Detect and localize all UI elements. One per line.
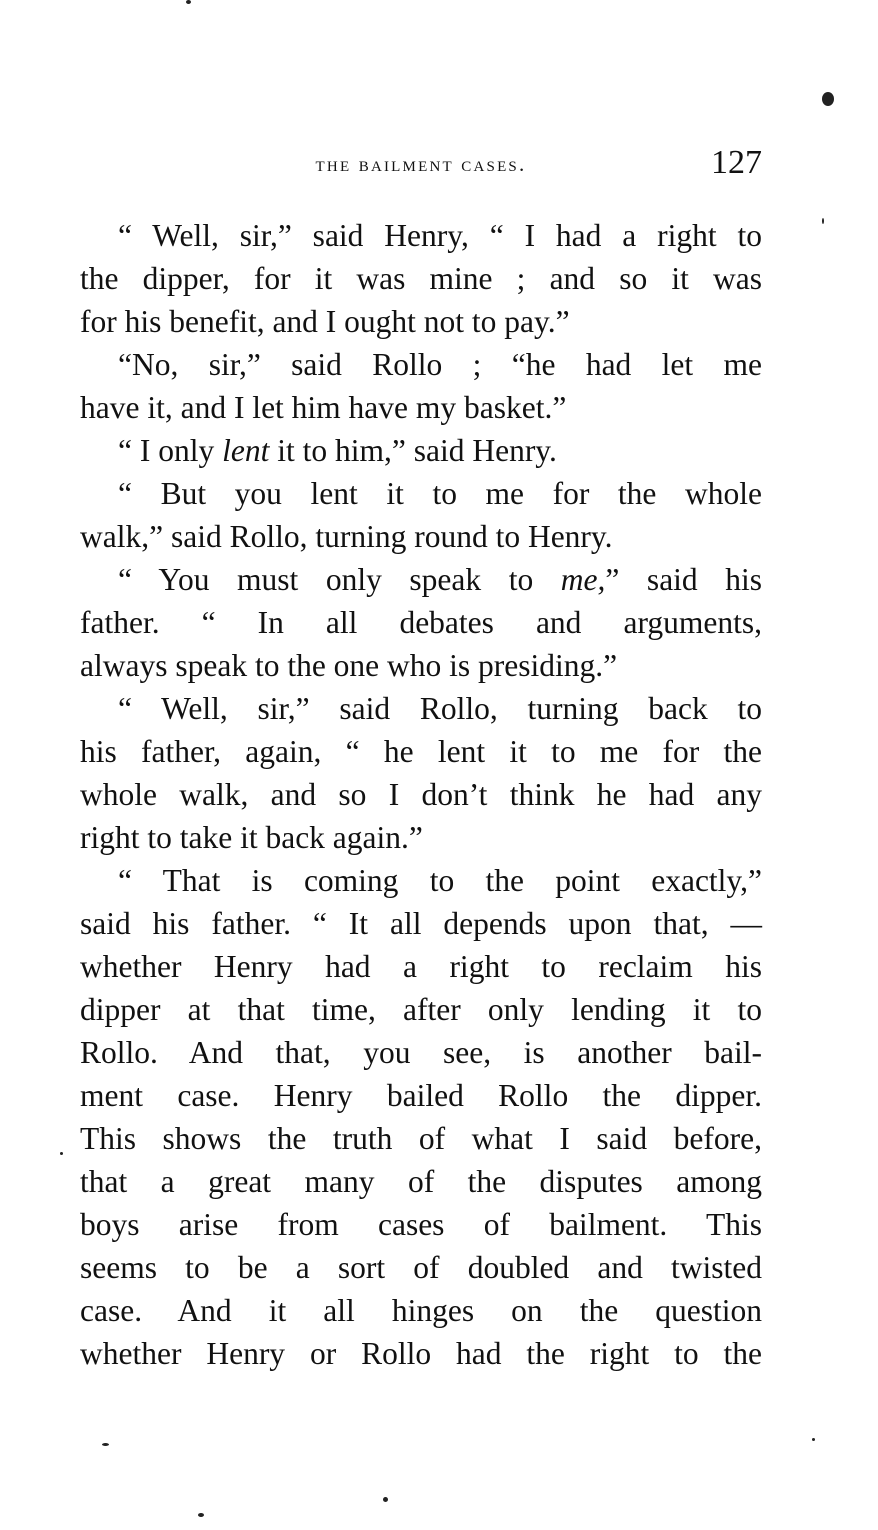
- text-line: said his father. “ It all depends upon that, —: [80, 906, 762, 941]
- ink-speck: [102, 1443, 109, 1446]
- running-head: [80, 140, 762, 184]
- text-line: father. “ In all debates and arguments,: [80, 605, 762, 640]
- ink-speck: [60, 1152, 63, 1155]
- text-line: “ But you lent it to me for the whole: [118, 476, 762, 511]
- ink-speck: [383, 1497, 388, 1502]
- text-line: dipper at that time, after only lending it to: [80, 992, 762, 1027]
- text-run: it to him,” said Henry.: [269, 433, 557, 468]
- ink-speck: [812, 1438, 815, 1441]
- ink-speck: [822, 218, 824, 224]
- ink-speck: [186, 0, 191, 4]
- text-line: his father, again, “ he lent it to me for the: [80, 734, 762, 769]
- text-line: “ Well, sir,” said Henry, “ I had a right to: [118, 218, 762, 253]
- text-line: “ Well, sir,” said Rollo, turning back to: [118, 691, 762, 726]
- italic-word: me,: [560, 562, 606, 597]
- text-line: This shows the truth of what I said before,: [80, 1121, 762, 1156]
- text-line: Rollo. And that, you see, is another bail-: [80, 1035, 762, 1070]
- running-title: the bailment cases.: [315, 152, 527, 176]
- text-line: seems to be a sort of doubled and twisted: [80, 1250, 762, 1285]
- text-line: [80, 558, 762, 601]
- text-run: “ I only: [118, 433, 223, 468]
- text-line: case. And it all hinges on the question: [80, 1293, 762, 1328]
- italic-word: lent: [222, 433, 270, 468]
- text-line: right to take it back again.”: [80, 820, 423, 855]
- text-run: ” said his: [605, 562, 762, 597]
- text-line: whole walk, and so I don’t think he had any: [80, 777, 762, 812]
- text-line: [80, 429, 762, 472]
- page-number: 127: [711, 144, 762, 181]
- text-line: have it, and I let him have my basket.”: [80, 390, 567, 425]
- text-line: always speak to the one who is presiding.”: [80, 648, 618, 683]
- body-text: [80, 214, 762, 1375]
- text-line: for his benefit, and I ought not to pay.”: [80, 304, 570, 339]
- text-line: “ That is coming to the point exactly,”: [118, 863, 762, 898]
- text-line: “No, sir,” said Rollo ; “he had let me: [118, 347, 762, 382]
- ink-speck: [822, 92, 834, 106]
- text-line: ment case. Henry bailed Rollo the dipper.: [80, 1078, 762, 1113]
- text-line: whether Henry had a right to reclaim his: [80, 949, 762, 984]
- text-line: walk,” said Rollo, turning round to Henry.: [80, 519, 613, 554]
- text-line: the dipper, for it was mine ; and so it was: [80, 261, 762, 296]
- ink-speck: [198, 1513, 204, 1517]
- text-run: “ You must only speak to: [118, 562, 561, 597]
- text-line: whether Henry or Rollo had the right to the: [80, 1336, 762, 1371]
- text-line: that a great many of the disputes among: [80, 1164, 762, 1199]
- text-line: boys arise from cases of bailment. This: [80, 1207, 762, 1242]
